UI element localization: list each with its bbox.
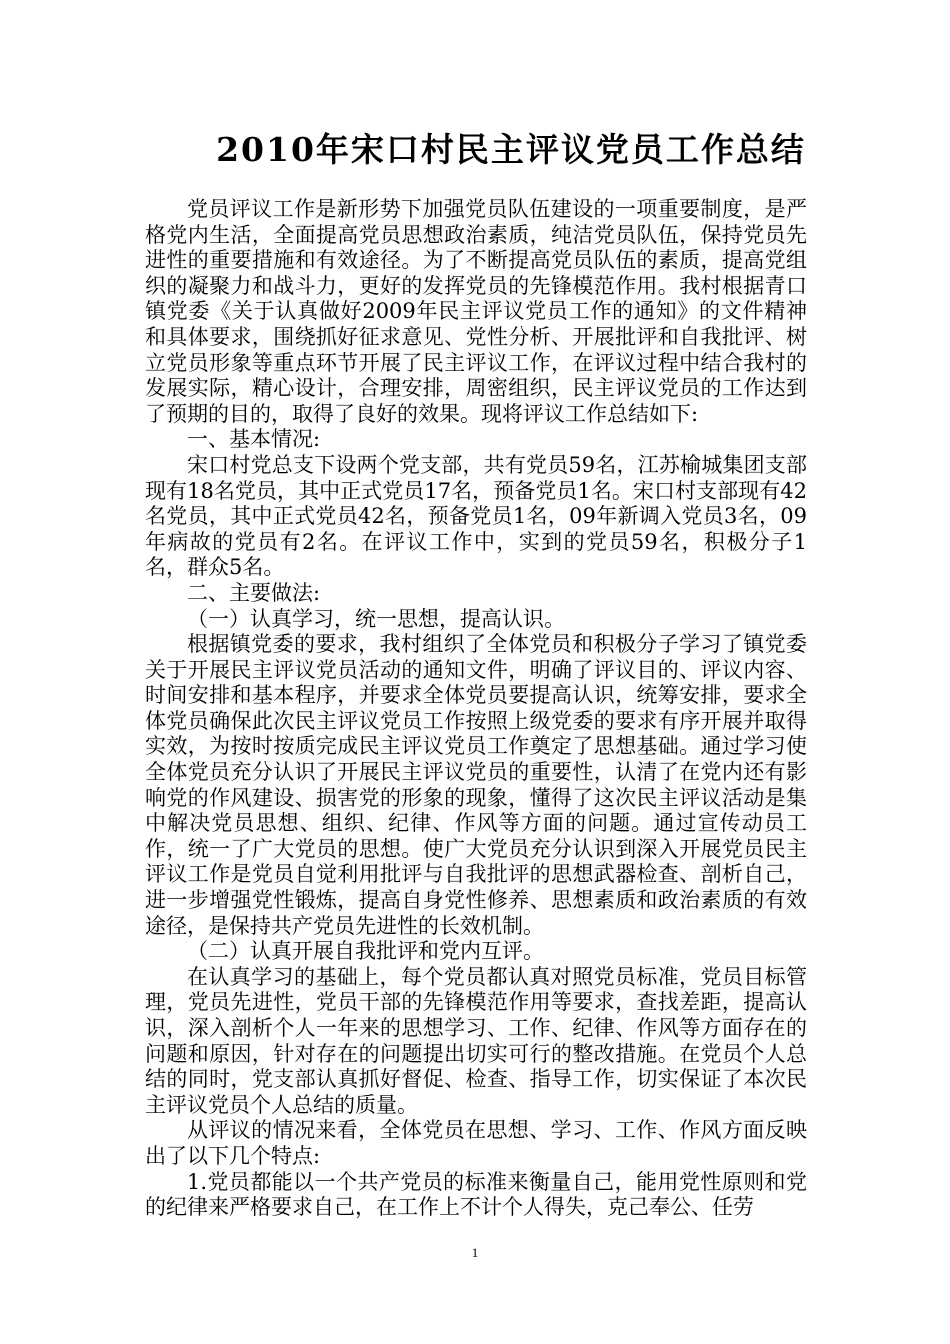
paragraph-basic-situation: 宋口村党总支下设两个党支部，共有党员59名，江苏榆城集团支部现有18名党员，其中正式党员17名，预备党员1名。宋口村支部现有42名党员，其中正式党员42名，预备党员1名，09年新调入党员3名，09年病故的党员有2名。在评议工作中，实到的党员59名，积极分子1名，群众5名。 [145, 452, 807, 580]
paragraph-self-criticism: 在认真学习的基础上，每个党员都认真对照党员标准，党员目标管理，党员先进性，党员干部的先锋模范作用等要求，查找差距，提高认识，深入剖析个人一年来的思想学习、工作、纪律、作风等方面存在的问题和原因，针对存在的问题提出切实可行的整改措施。在党员个人总结的同时，党支部认真抓好督促、检查、指导工作，切实保证了本次民主评议党员个人总结的质量。 [145, 964, 807, 1117]
page-number: 1 [471, 1245, 479, 1260]
paragraph-evaluation-results: 从评议的情况来看，全体党员在思想、学习、工作、作风方面反映出了以下几个特点: [145, 1118, 807, 1168]
paragraph-feature-1: 1.党员都能以一个共产党员的标准来衡量自己，能用党性原则和党的纪律来严格要求自己，在工作上不计个人得失，克己奉公、任劳 [145, 1169, 807, 1220]
document-body [145, 197, 807, 1221]
subheading-self-criticism: （二）认真开展自我批评和党内互评。 [187, 939, 544, 964]
paragraph-study: 根据镇党委的要求，我村组织了全体党员和积极分子学习了镇党委关于开展民主评议党员活动的通知文件，明确了评议目的、评议内容、时间安排和基本程序，并要求全体党员要提高认识，统筹安排，要求全体党员确保此次民主评议党员工作按照上级党委的要求有序开展并取得实效，为按时按质完成民主评议党员工作奠定了思想基础。通过学习使全体党员充分认识了开展民主评议党员的重要性，认清了在党内还有影响党的作风建设、损害党的形象的现象，懂得了这次民主评议活动是集中解决党员思想、组织、纪律、作风等方面的问题。通过宣传动员工作，统一了广大党员的思想。使广大党员充分认识到深入开展党员民主评议工作是党员自觉利用批评与自我批评的思想武器检查、剖析自己，进一步增强党性锻炼，提高自身党性修养、思想素质和政治素质的有效途径，是保持共产党员先进性的长效机制。 [145, 632, 807, 938]
section-heading-main-practices: 二、主要做法: [187, 580, 321, 605]
document-title: 2010年宋口村民主评议党员工作总结 [216, 130, 806, 169]
paragraph-intro: 党员评议工作是新形势下加强党员队伍建设的一项重要制度，是严格党内生活，全面提高党员思想政治素质，纯洁党员队伍，保持党员先进性的重要措施和有效途径。为了不断提高党员队伍的素质，提高党组织的凝聚力和战斗力，更好的发挥党员的先锋模范作用。我村根据青口镇党委《关于认真做好2009年民主评议党员工作的通知》的文件精神和具体要求，围绕抓好征求意见、党性分析、开展批评和自我批评、树立党员形象等重点环节开展了民主评议工作，在评议过程中结合我村的发展实际，精心设计，合理安排，周密组织，民主评议党员的工作达到了预期的目的，取得了良好的效果。现将评议工作总结如下: [145, 197, 807, 426]
section-heading-basic-situation: 一、基本情况: [187, 427, 321, 452]
subheading-study: （一）认真学习，统一思想，提高认识。 [187, 606, 565, 631]
